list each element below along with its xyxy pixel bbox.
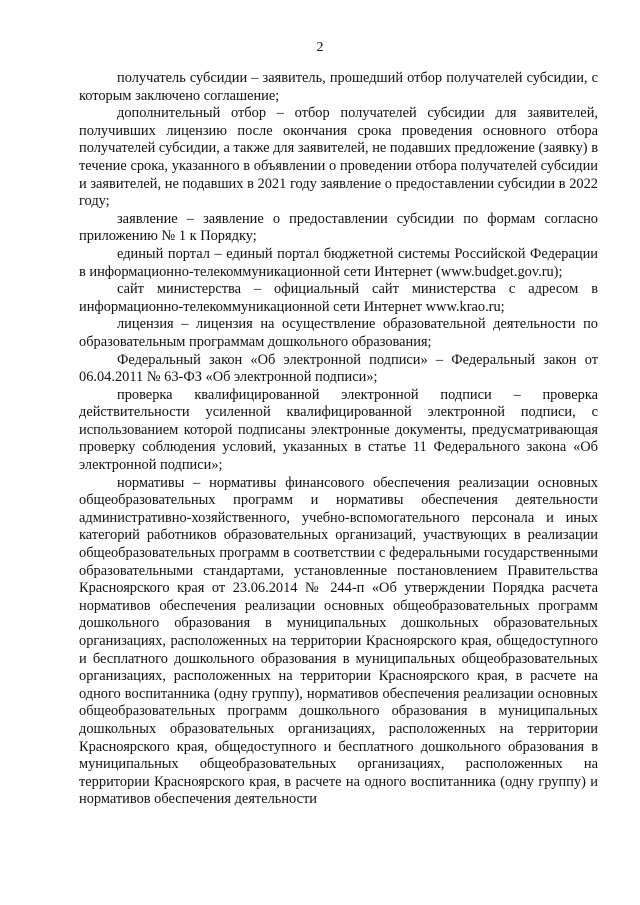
definition-paragraph-unified-portal: единый портал – единый портал бюджетной системы Российской Федерации в информационно-телекоммуникационной сети Интернет (www.budget.gov.ru);: [79, 245, 598, 280]
definition-paragraph-recipient: получатель субсидии – заявитель, прошедший отбор получателей субсидии, с которым заключено соглашение;: [79, 70, 598, 104]
document-body: [79, 70, 598, 809]
definition-paragraph-license: лицензия – лицензия на осуществление образовательной деятельности по образовательным программам дошкольного образования;: [79, 316, 598, 350]
definition-paragraph-federal-law: Федеральный закон «Об электронной подписи» – Федеральный закон от 06.04.2011 № 63-ФЗ «Об электронной подписи»;: [79, 351, 598, 386]
definition-paragraph-normatives: нормативы – нормативы финансового обеспечения реализации основных общеобразовательных программ и нормативы обеспечения деятельности административно-хозяйственного, учебно-вспомогательного персонала и иных категорий работников образовательных организаций, участвующих в реализации общеобразовательных программ в соответствии с федеральными государственными образовательными стандартами, установленные постановлением Правительства Красноярского края от 23.06.2014 № 244-п «Об утверждении Порядка расчета нормативов обеспечения реализации основных общеобразовательных программ дошкольного образования в муниципальных дошкольных образовательных организациях, расположенных на территории Красноярского края, общедоступного и бесплатного дошкольного образования в муниципальных общеобразовательных организациях, расположенных на территории Красноярского края, в расчете на одного воспитанника (одну группу), нормативов обеспечения реализации основных общеобразовательных программ дошкольного образования в муниципальных дошкольных образовательных организациях, расположенных на территории Красноярского края, общедоступного и бесплатного дошкольного образования в муниципальных общеобразовательных организациях, расположенных на территории Красноярского края, в расчете на одного воспитанника (одну группу) и нормативов обеспечения деятельности: [79, 474, 598, 808]
page-number: 2: [316, 40, 324, 55]
definition-paragraph-signature-check: проверка квалифицированной электронной подписи – проверка действительности усиленной квалифицированной электронной подписи, с использованием которой подписаны электронные документы, предусматривающая проверку соблюдения условий, указанных в статье 11 Федерального закона «Об электронной подписи»;: [79, 386, 598, 474]
definition-paragraph-ministry-site: сайт министерства – официальный сайт министерства с адресом в информационно-телекоммуникационной сети Интернет www.krao.ru;: [79, 281, 598, 315]
definition-paragraph-application: заявление – заявление о предоставлении субсидии по формам согласно приложению № 1 к Порядку;: [79, 210, 598, 245]
definition-paragraph-additional-selection: дополнительный отбор – отбор получателей субсидии для заявителей, получивших лицензию после окончания срока проведения основного отбора получателей субсидии, а также для заявителей, не подавших предложение (заявку) в течение срока, указанного в объявлении о проведении отбора получателей субсидии и заявителей, не подавших в 2021 году заявление о предоставлении субсидии в 2022 году;: [79, 105, 598, 210]
